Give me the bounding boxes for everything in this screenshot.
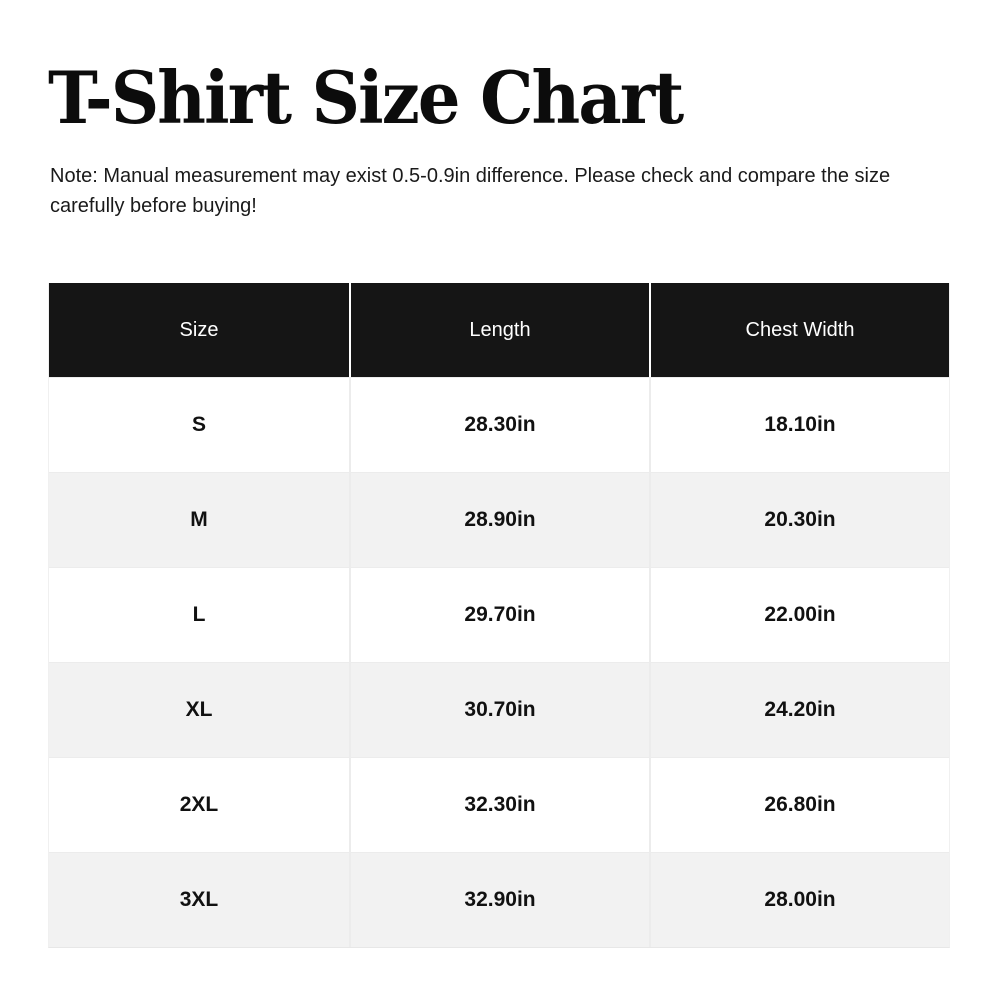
chest-width-value: 28.00in	[649, 853, 949, 947]
chest-width-value: 20.30in	[649, 473, 949, 567]
header-cell-chest-width: Chest Width	[649, 283, 949, 377]
table-row-xl	[49, 662, 949, 757]
size-value: M	[190, 508, 208, 531]
length-value: 28.90in	[349, 473, 649, 567]
size-value: XL	[185, 698, 213, 721]
length-value: 30.70in	[349, 663, 649, 757]
table-header-row	[49, 283, 949, 377]
length-value: 32.30in	[349, 758, 649, 852]
chest-width-value: 22.00in	[649, 568, 949, 662]
chest-width-value: 24.20in	[649, 663, 949, 757]
length-value: 28.30in	[349, 378, 649, 472]
header-cell-size: Size	[179, 318, 219, 341]
size-value: 3XL	[179, 888, 219, 911]
length-value: 29.70in	[349, 568, 649, 662]
table-row-s	[49, 377, 949, 472]
size-chart-table	[48, 283, 950, 948]
size-value: 2XL	[179, 793, 219, 816]
size-value: S	[191, 413, 206, 436]
chest-width-value: 26.80in	[649, 758, 949, 852]
size-value: L	[192, 603, 206, 626]
table-row-l	[49, 567, 949, 662]
length-value: 32.90in	[349, 853, 649, 947]
header-cell-length: Length	[349, 283, 649, 377]
table-row-3xl	[49, 852, 949, 947]
page-title: T-Shirt Size Chart	[48, 55, 683, 140]
measurement-note: Note: Manual measurement may exist 0.5-0.9in difference. Please check and compare the size carefully before buying!	[50, 165, 891, 217]
table-row-m	[49, 472, 949, 567]
table-row-2xl	[49, 757, 949, 852]
chest-width-value: 18.10in	[649, 378, 949, 472]
